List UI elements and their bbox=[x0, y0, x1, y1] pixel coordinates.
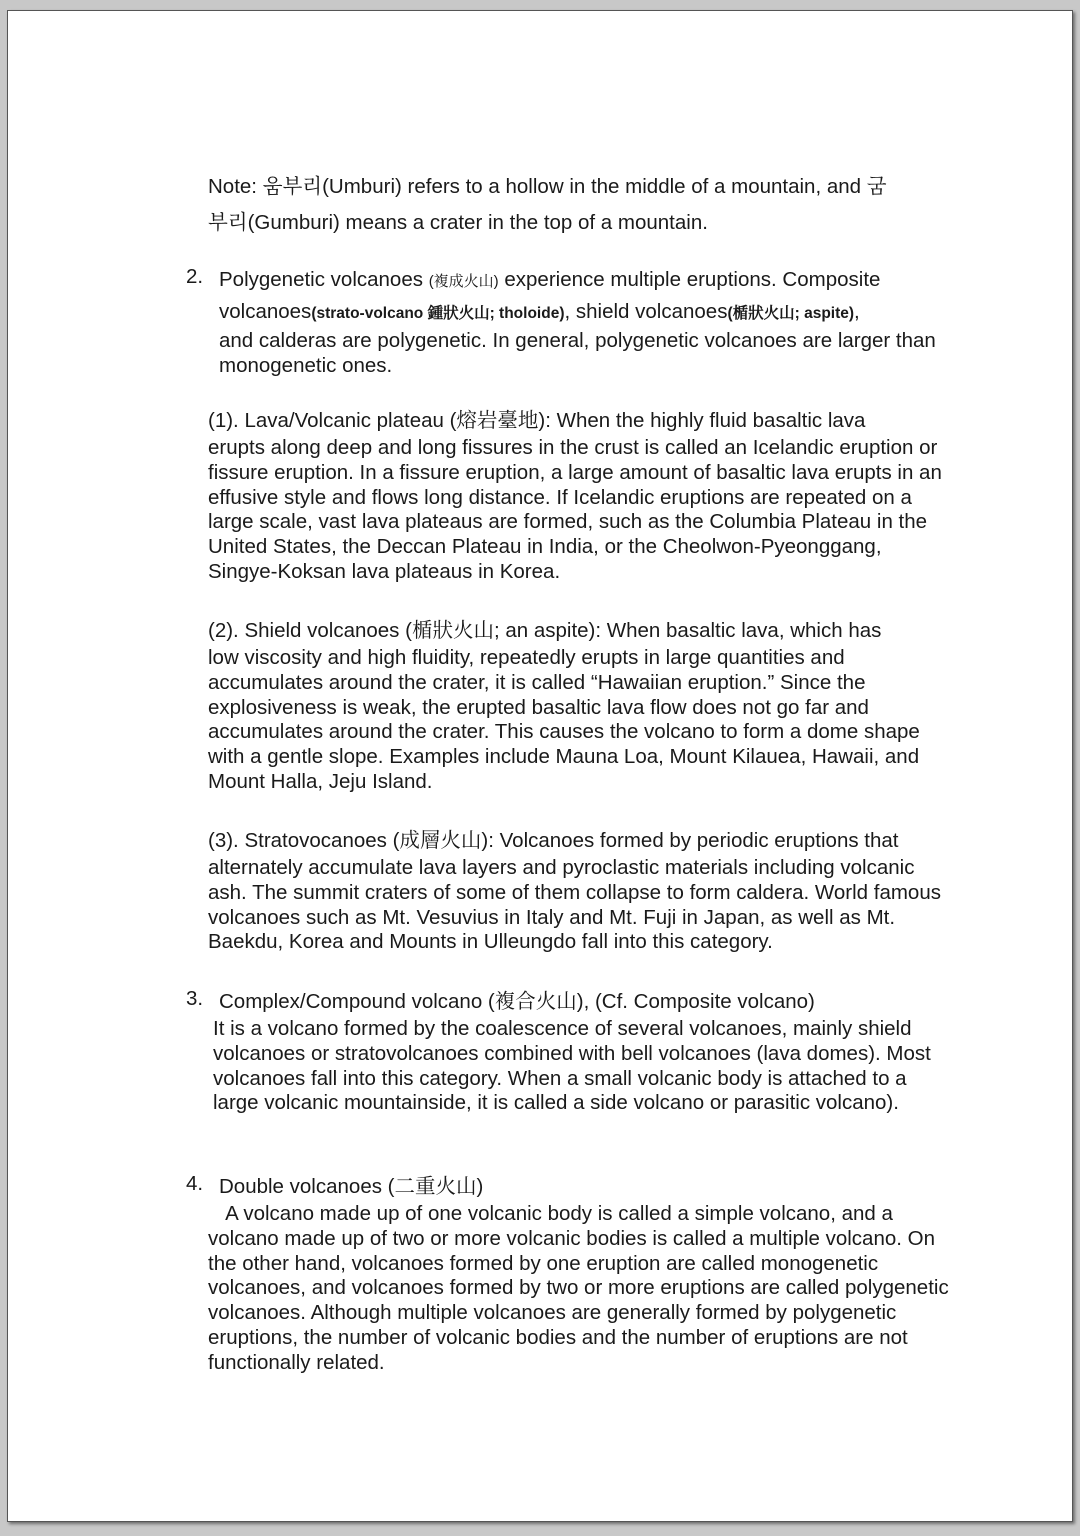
subitem-2-paragraph bbox=[208, 616, 948, 795]
item-2-line2-b: , shield volcanoes bbox=[564, 300, 728, 323]
item-2-line2-bold1: (strato-volcano 鍾狀火山; tholoide) bbox=[311, 305, 565, 322]
subitem-1-rest: erupts along deep and long fissures in the crust is called an Icelandic eruption or fissure eruption. In a fissure eruption, a large amount of basaltic lava erupts in an effusive style and flows long distance. If Icelandic eruptions are repeated on a large scale, vast lava plateaus are formed, such as the Columbia Plateau in the United States, the Deccan Plateau in India, or the Cheolwon-Pyeonggang, Singye-Koksan lava plateaus in Korea. bbox=[208, 436, 942, 583]
item-3-body-text: It is a volcano formed by the coalescence of several volcanoes, mainly shield volcanoes or stratovolcanoes combined with bell volcanoes (lava domes). Most volcanoes fall into this category. When a small volcanic body is attached to a large volcanic mountainside, it is called a side volcano or parasitic volcano). bbox=[213, 1017, 931, 1115]
item-2-number: 2. bbox=[186, 265, 204, 288]
item-2-line2-bold2: (楯狀火山; aspite) bbox=[727, 305, 855, 322]
subitem-3-first-line: (3). Stratovocanoes (成層火山): Volcanoes formed by periodic eruptions that bbox=[208, 829, 899, 852]
item-4-title-wrap bbox=[219, 1172, 949, 1202]
note-line-1: Note: 움부리(Umburi) refers to a hollow in the middle of a mountain, and 굼 bbox=[208, 175, 887, 198]
item-3-body bbox=[213, 1017, 949, 1116]
subitem-1-paragraph bbox=[208, 406, 948, 585]
subitem-3-rest: alternately accumulate lava layers and pyroclastic materials including volcanic ash. The summit craters of some of them collapse to form caldera. World famous volcanoes such as Mt. Vesuvius in Italy and Mt. Fuji in Japan, as well as Mt. Baekdu, Korea and Mounts in Ulleungdo fall into this category. bbox=[208, 856, 941, 954]
item-2-paragraph bbox=[219, 265, 949, 379]
item-2-title-cjk: (複成火山) bbox=[428, 273, 499, 290]
item-2-second-line bbox=[219, 297, 949, 329]
item-4-body: A volcano made up of one volcanic body is called a simple volcano, and a volcano made up of two or more volcanic bodies is called a multiple volcano. On the other hand, volcanoes formed by one eruption are called monogenetic volcanoes, and volcanoes formed by two or more eruptions are called polygenetic volcanoes. Although multiple volcanoes are generally formed by polygenetic eruptions, the number of volcanic bodies and the number of eruptions are not functionally related. bbox=[208, 1202, 955, 1374]
document-page bbox=[7, 10, 1073, 1522]
item-3-paragraph bbox=[213, 987, 949, 1116]
subitem-2-first-line: (2). Shield volcanoes (楯狀火山; an aspite): When basaltic lava, which has bbox=[208, 619, 882, 642]
item-2-line2-a: volcanoes bbox=[219, 300, 312, 323]
note-paragraph bbox=[208, 169, 948, 241]
subitem-3-paragraph bbox=[208, 826, 950, 955]
item-2-rest: and calderas are polygenetic. In general, polygenetic volcanoes are larger than monogenetic ones. bbox=[219, 329, 936, 377]
subitem-1-first-line: (1). Lava/Volcanic plateau (熔岩臺地): When the highly fluid basaltic lava bbox=[208, 409, 866, 432]
item-2-line2-c: , bbox=[854, 300, 860, 323]
item-3-number: 3. bbox=[186, 987, 204, 1010]
item-3-title: Complex/Compound volcano (複合火山), (Cf. Composite volcano) bbox=[219, 990, 815, 1013]
item-2-title-line bbox=[219, 265, 949, 297]
item-4-title: Double volcanoes (二重火山) bbox=[219, 1175, 484, 1198]
subitem-2-rest: low viscosity and high fluidity, repeatedly erupts in large quantities and accumulates around the crater, it is called “Hawaiian eruption.” Since the explosiveness is weak, the erupted basaltic lava flow does not go far and accumulates around the crater. This causes the volcano to form a dome shape with a gentle slope. Examples include Mauna Loa, Mount Kilauea, Hawaii, and Mount Halla, Jeju Island. bbox=[208, 646, 920, 793]
item-2-title-b: experience multiple eruptions. Composite bbox=[498, 268, 881, 291]
item-2-title-a: Polygenetic volcanoes bbox=[219, 268, 429, 291]
item-4-number: 4. bbox=[186, 1172, 204, 1195]
note-line-2: 부리(Gumburi) means a crater in the top of a mountain. bbox=[208, 211, 708, 234]
